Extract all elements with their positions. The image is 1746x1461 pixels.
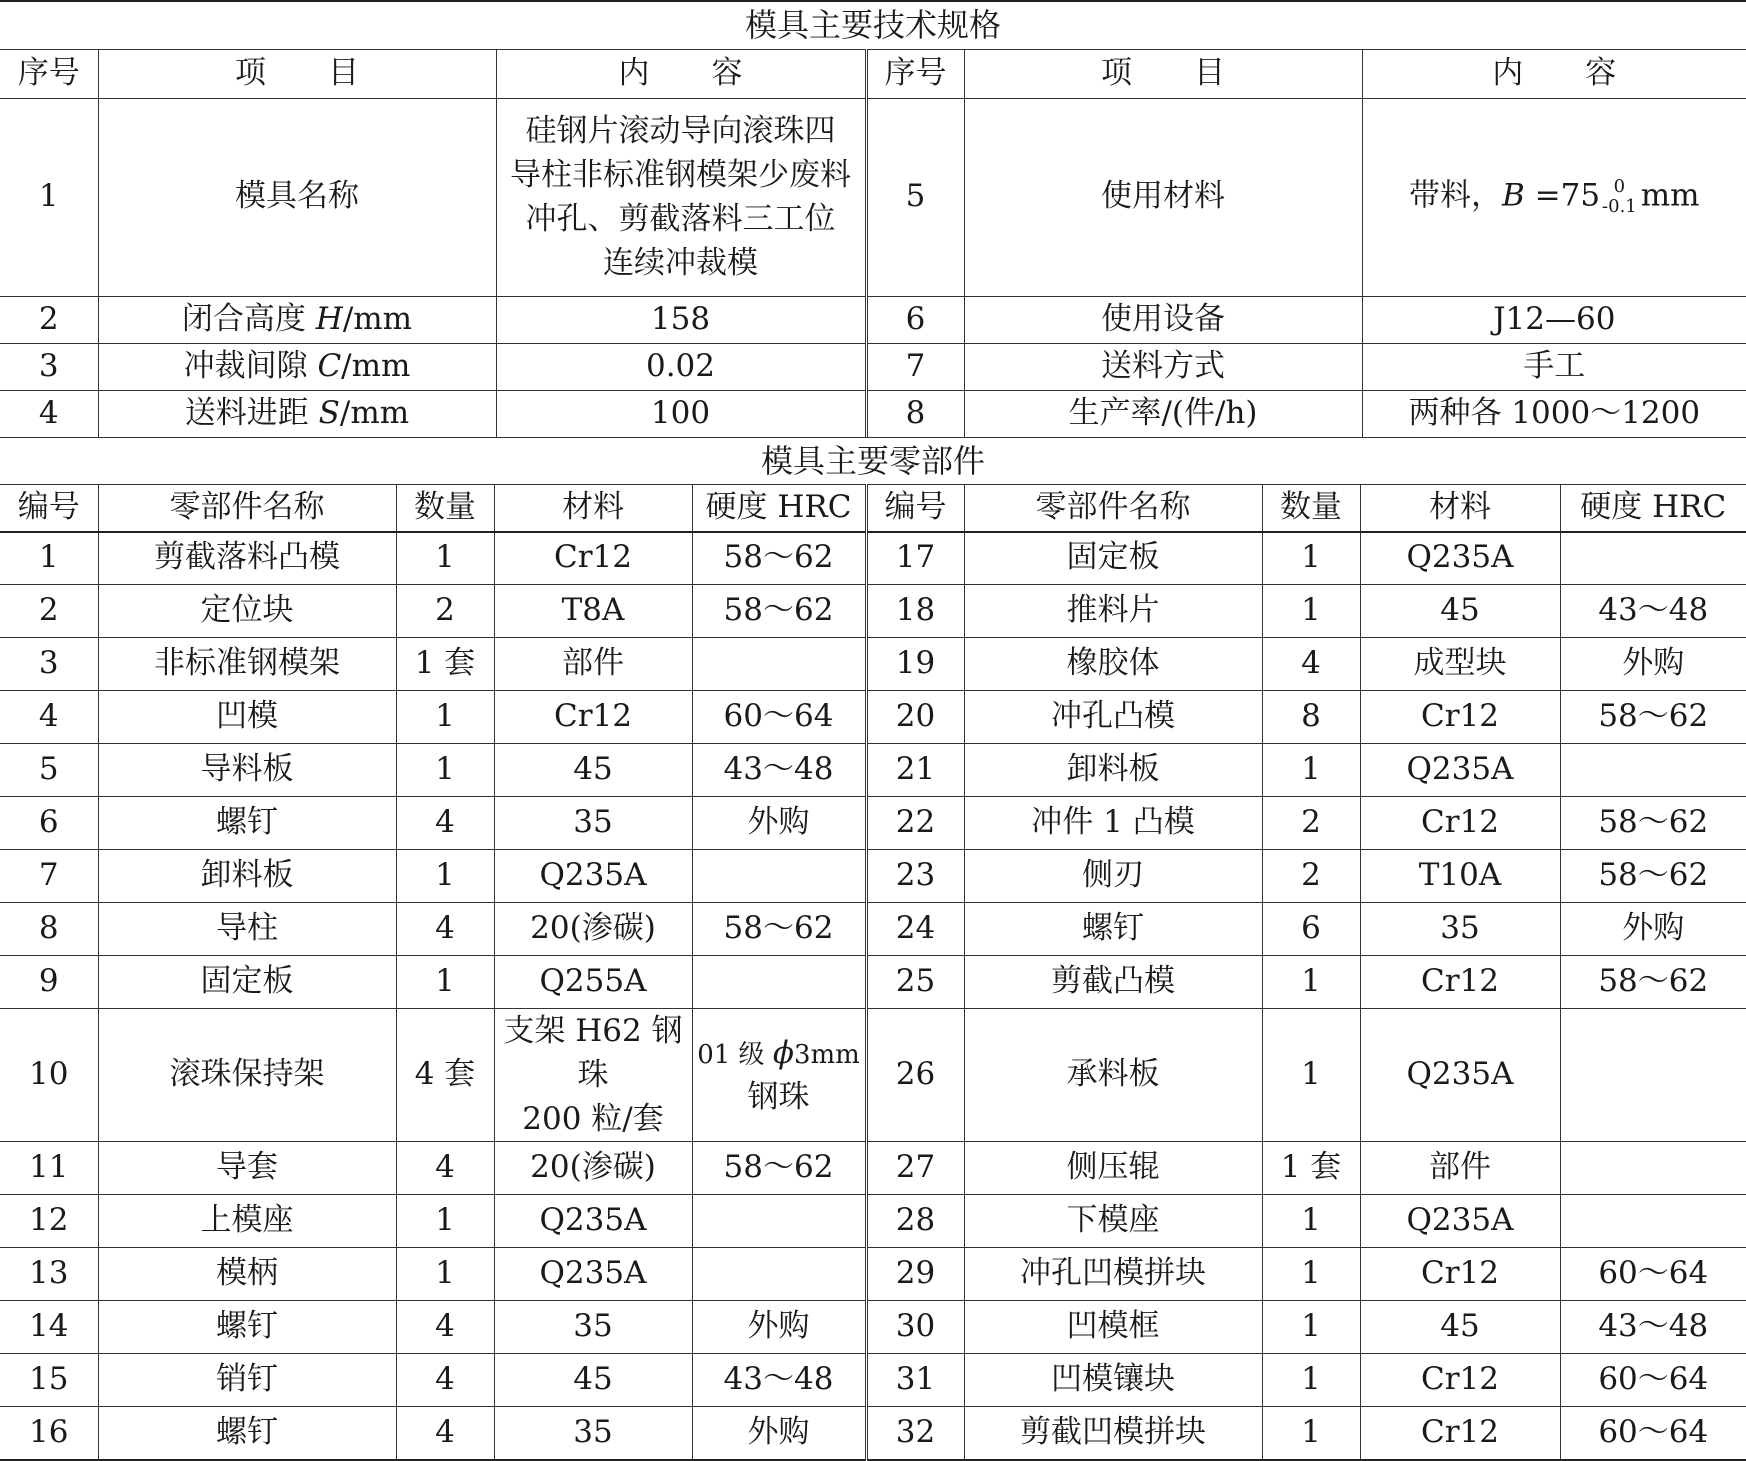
parts-hardness: 43～48 bbox=[1560, 585, 1746, 638]
spec-table bbox=[0, 0, 1746, 438]
parts-hardness: 43～48 bbox=[692, 1354, 866, 1407]
parts-qty: 2 bbox=[1262, 797, 1360, 850]
parts-name: 螺钉 bbox=[98, 1301, 396, 1354]
parts-qty: 4 bbox=[396, 1301, 494, 1354]
parts-no: 30 bbox=[866, 1301, 964, 1354]
spec-content: 0.02 bbox=[496, 343, 866, 390]
parts-no: 1 bbox=[0, 532, 98, 585]
parts-name: 上模座 bbox=[98, 1195, 396, 1248]
parts-no: 3 bbox=[0, 638, 98, 691]
material-line: 200 粒/套 bbox=[522, 1101, 664, 1138]
parts-name: 螺钉 bbox=[98, 797, 396, 850]
spec-content-line: 冲孔、剪截落料三工位 bbox=[525, 201, 836, 237]
spec-item: 使用材料 bbox=[964, 98, 1362, 296]
parts-hardness: 43～48 bbox=[1560, 1301, 1746, 1354]
parts-no: 22 bbox=[866, 797, 964, 850]
parts-name: 螺钉 bbox=[964, 903, 1262, 956]
parts-header-no-right: 编号 bbox=[866, 485, 964, 532]
item-var: S bbox=[318, 394, 340, 431]
parts-qty: 1 套 bbox=[396, 638, 494, 691]
hardness-var: ϕ bbox=[772, 1035, 794, 1071]
parts-name: 侧压辊 bbox=[964, 1142, 1262, 1195]
parts-row bbox=[0, 903, 1746, 956]
parts-name: 冲孔凹模拼块 bbox=[964, 1248, 1262, 1301]
parts-no: 24 bbox=[866, 903, 964, 956]
spec-content: J12—60 bbox=[1362, 296, 1746, 343]
parts-material: Q255A bbox=[494, 956, 692, 1009]
tolerance-lower: -0.1 bbox=[1602, 196, 1637, 217]
parts-name: 冲孔凸模 bbox=[964, 691, 1262, 744]
material-line: 支架 H62 钢珠 bbox=[503, 1013, 683, 1094]
parts-qty: 4 bbox=[396, 1142, 494, 1195]
spec-no: 6 bbox=[866, 296, 964, 343]
parts-material: Cr12 bbox=[494, 691, 692, 744]
parts-row bbox=[0, 585, 1746, 638]
item-unit: /mm bbox=[342, 300, 413, 337]
parts-no: 29 bbox=[866, 1248, 964, 1301]
parts-name: 模柄 bbox=[98, 1248, 396, 1301]
spec-content bbox=[496, 98, 866, 296]
parts-material: 35 bbox=[494, 1407, 692, 1460]
parts-qty: 1 bbox=[396, 691, 494, 744]
spec-no: 5 bbox=[866, 98, 964, 296]
parts-no: 16 bbox=[0, 1407, 98, 1460]
parts-qty: 1 bbox=[396, 532, 494, 585]
item-unit: /mm bbox=[341, 347, 411, 384]
parts-qty: 1 bbox=[1262, 1195, 1360, 1248]
spec-no: 2 bbox=[0, 296, 98, 343]
parts-no: 2 bbox=[0, 585, 98, 638]
parts-no: 23 bbox=[866, 850, 964, 903]
spec-row bbox=[0, 343, 1746, 390]
parts-name: 凹模 bbox=[98, 691, 396, 744]
parts-qty: 4 bbox=[1262, 638, 1360, 691]
parts-material: Q235A bbox=[494, 1195, 692, 1248]
parts-hardness: 58～62 bbox=[1560, 691, 1746, 744]
parts-row bbox=[0, 1195, 1746, 1248]
material-value: =75 bbox=[1524, 177, 1601, 214]
spec-no: 8 bbox=[866, 390, 964, 437]
parts-name: 凹模镶块 bbox=[964, 1354, 1262, 1407]
parts-material: Cr12 bbox=[1360, 1407, 1560, 1460]
parts-hardness: 外购 bbox=[692, 1407, 866, 1460]
parts-no: 14 bbox=[0, 1301, 98, 1354]
parts-hardness: 58～62 bbox=[1560, 797, 1746, 850]
parts-name: 固定板 bbox=[98, 956, 396, 1009]
parts-qty: 1 bbox=[396, 1195, 494, 1248]
parts-name: 橡胶体 bbox=[964, 638, 1262, 691]
parts-qty: 1 bbox=[1262, 1407, 1360, 1460]
parts-hardness: 58～62 bbox=[692, 532, 866, 585]
parts-material: 45 bbox=[494, 1354, 692, 1407]
spec-item: 送料方式 bbox=[964, 343, 1362, 390]
spec-row bbox=[0, 296, 1746, 343]
parts-material: Cr12 bbox=[1360, 691, 1560, 744]
parts-hardness: 外购 bbox=[1560, 903, 1746, 956]
parts-name: 卸料板 bbox=[98, 850, 396, 903]
parts-hardness bbox=[692, 638, 866, 691]
parts-qty: 4 bbox=[396, 1354, 494, 1407]
hardness-prefix: 01 级 bbox=[697, 1040, 773, 1070]
parts-name: 导套 bbox=[98, 1142, 396, 1195]
parts-qty: 2 bbox=[1262, 850, 1360, 903]
parts-header-name: 零部件名称 bbox=[98, 485, 396, 532]
parts-name: 剪截凹模拼块 bbox=[964, 1407, 1262, 1460]
parts-material: 部件 bbox=[1360, 1142, 1560, 1195]
parts-hardness: 43～48 bbox=[692, 744, 866, 797]
parts-name: 导柱 bbox=[98, 903, 396, 956]
spec-no: 1 bbox=[0, 98, 98, 296]
parts-row bbox=[0, 532, 1746, 585]
parts-qty: 1 bbox=[1262, 1354, 1360, 1407]
parts-material: 部件 bbox=[494, 638, 692, 691]
spec-header-no: 序号 bbox=[0, 49, 98, 98]
parts-no: 6 bbox=[0, 797, 98, 850]
parts-material: Q235A bbox=[1360, 532, 1560, 585]
parts-row bbox=[0, 1009, 1746, 1142]
parts-qty: 4 bbox=[396, 1407, 494, 1460]
parts-no: 9 bbox=[0, 956, 98, 1009]
parts-qty: 1 bbox=[1262, 956, 1360, 1009]
spec-header-item: 项 目 bbox=[98, 49, 496, 98]
parts-row bbox=[0, 744, 1746, 797]
item-unit: /mm bbox=[339, 394, 410, 431]
parts-hardness: 60～64 bbox=[1560, 1248, 1746, 1301]
parts-qty: 1 套 bbox=[1262, 1142, 1360, 1195]
spec-item bbox=[98, 296, 496, 343]
parts-material: Cr12 bbox=[494, 532, 692, 585]
parts-no: 7 bbox=[0, 850, 98, 903]
parts-name: 剪截凸模 bbox=[964, 956, 1262, 1009]
parts-no: 32 bbox=[866, 1407, 964, 1460]
parts-name: 销钉 bbox=[98, 1354, 396, 1407]
parts-name: 凹模框 bbox=[964, 1301, 1262, 1354]
material-prefix: 带料， bbox=[1408, 177, 1502, 214]
parts-hardness bbox=[1560, 744, 1746, 797]
parts-material: Q235A bbox=[494, 850, 692, 903]
parts-table bbox=[0, 437, 1746, 1461]
parts-hardness: 60～64 bbox=[692, 691, 866, 744]
parts-row bbox=[0, 1142, 1746, 1195]
spec-content: 158 bbox=[496, 296, 866, 343]
item-var: C bbox=[317, 347, 342, 384]
parts-no: 17 bbox=[866, 532, 964, 585]
parts-hardness bbox=[692, 1195, 866, 1248]
spec-title: 模具主要技术规格 bbox=[0, 1, 1746, 49]
parts-hardness: 58～62 bbox=[1560, 956, 1746, 1009]
parts-row bbox=[0, 1301, 1746, 1354]
parts-hardness: 外购 bbox=[1560, 638, 1746, 691]
spec-content-line: 硅钢片滚动导向滚珠四 bbox=[525, 112, 836, 149]
spec-content-line: 导柱非标准钢模架少废料 bbox=[510, 156, 851, 193]
parts-qty: 6 bbox=[1262, 903, 1360, 956]
spec-item: 生产率/(件/h) bbox=[964, 390, 1362, 437]
parts-hardness bbox=[692, 956, 866, 1009]
spec-header-content: 内 容 bbox=[496, 49, 866, 98]
parts-header-no: 编号 bbox=[0, 485, 98, 532]
parts-material: T10A bbox=[1360, 850, 1560, 903]
parts-qty: 1 bbox=[1262, 1301, 1360, 1354]
tolerance-upper: 0 bbox=[1613, 176, 1626, 198]
parts-material: 45 bbox=[494, 744, 692, 797]
parts-hardness: 58～62 bbox=[692, 903, 866, 956]
spec-item bbox=[98, 390, 496, 437]
parts-qty: 4 套 bbox=[396, 1009, 494, 1142]
parts-hardness: 60～64 bbox=[1560, 1354, 1746, 1407]
parts-name: 推料片 bbox=[964, 585, 1262, 638]
parts-material: Cr12 bbox=[1360, 1354, 1560, 1407]
parts-hardness: 60～64 bbox=[1560, 1407, 1746, 1460]
parts-header-hardness: 硬度 HRC bbox=[692, 485, 866, 532]
item-text: 冲裁间隙 bbox=[183, 347, 318, 384]
parts-hardness bbox=[1560, 1142, 1746, 1195]
spec-header-content-right: 内 容 bbox=[1362, 49, 1746, 98]
parts-qty: 1 bbox=[1262, 744, 1360, 797]
spec-content-material bbox=[1362, 98, 1746, 296]
parts-material: Q235A bbox=[1360, 1009, 1560, 1142]
parts-no: 8 bbox=[0, 903, 98, 956]
parts-row bbox=[0, 1248, 1746, 1301]
spec-item bbox=[98, 343, 496, 390]
parts-row bbox=[0, 956, 1746, 1009]
parts-no: 15 bbox=[0, 1354, 98, 1407]
parts-material: Q235A bbox=[494, 1248, 692, 1301]
parts-header-material: 材料 bbox=[494, 485, 692, 532]
parts-row bbox=[0, 691, 1746, 744]
spec-row bbox=[0, 390, 1746, 437]
parts-header-qty: 数量 bbox=[396, 485, 494, 532]
tolerance bbox=[1602, 177, 1637, 217]
parts-no: 11 bbox=[0, 1142, 98, 1195]
parts-name: 冲件 1 凸模 bbox=[964, 797, 1262, 850]
parts-row bbox=[0, 638, 1746, 691]
material-unit: mm bbox=[1640, 177, 1700, 214]
parts-qty: 1 bbox=[1262, 1248, 1360, 1301]
parts-row bbox=[0, 797, 1746, 850]
parts-qty: 4 bbox=[396, 903, 494, 956]
parts-material: Cr12 bbox=[1360, 956, 1560, 1009]
spec-no: 7 bbox=[866, 343, 964, 390]
parts-hardness: 58～62 bbox=[1560, 850, 1746, 903]
parts-qty: 1 bbox=[396, 744, 494, 797]
item-text: 闭合高度 bbox=[181, 300, 316, 337]
parts-hardness bbox=[692, 1009, 866, 1142]
item-text: 送料进距 bbox=[184, 394, 319, 431]
parts-material: 35 bbox=[1360, 903, 1560, 956]
parts-header-qty-right: 数量 bbox=[1262, 485, 1360, 532]
parts-hardness bbox=[1560, 1195, 1746, 1248]
hardness-line2: 钢珠 bbox=[747, 1079, 810, 1116]
parts-hardness bbox=[692, 1248, 866, 1301]
parts-material: 20(渗碳) bbox=[494, 1142, 692, 1195]
parts-qty: 4 bbox=[396, 797, 494, 850]
parts-hardness: 58～62 bbox=[692, 1142, 866, 1195]
parts-name: 螺钉 bbox=[98, 1407, 396, 1460]
parts-material: 成型块 bbox=[1360, 638, 1560, 691]
parts-row bbox=[0, 1354, 1746, 1407]
parts-no: 31 bbox=[866, 1354, 964, 1407]
spec-item: 使用设备 bbox=[964, 296, 1362, 343]
parts-hardness bbox=[1560, 532, 1746, 585]
parts-qty: 1 bbox=[1262, 532, 1360, 585]
parts-row bbox=[0, 850, 1746, 903]
parts-qty: 1 bbox=[396, 1248, 494, 1301]
parts-qty: 1 bbox=[396, 956, 494, 1009]
parts-no: 12 bbox=[0, 1195, 98, 1248]
parts-no: 5 bbox=[0, 744, 98, 797]
parts-header-hardness-right: 硬度 HRC bbox=[1560, 485, 1746, 532]
parts-header-name-right: 零部件名称 bbox=[964, 485, 1262, 532]
spec-content: 两种各 1000～1200 bbox=[1362, 390, 1746, 437]
parts-name: 下模座 bbox=[964, 1195, 1262, 1248]
parts-hardness bbox=[692, 850, 866, 903]
parts-name: 滚珠保持架 bbox=[98, 1009, 396, 1142]
spec-content: 100 bbox=[496, 390, 866, 437]
parts-no: 4 bbox=[0, 691, 98, 744]
spec-content: 手工 bbox=[1362, 343, 1746, 390]
spec-header-item-right: 项 目 bbox=[964, 49, 1362, 98]
parts-header-material-right: 材料 bbox=[1360, 485, 1560, 532]
parts-no: 19 bbox=[866, 638, 964, 691]
material-var: B bbox=[1501, 177, 1525, 214]
parts-name: 导料板 bbox=[98, 744, 396, 797]
parts-no: 20 bbox=[866, 691, 964, 744]
parts-hardness: 58～62 bbox=[692, 585, 866, 638]
hardness-suffix: 3mm bbox=[793, 1040, 860, 1070]
parts-material: 35 bbox=[494, 1301, 692, 1354]
parts-no: 18 bbox=[866, 585, 964, 638]
parts-material: Q235A bbox=[1360, 744, 1560, 797]
parts-name: 承料板 bbox=[964, 1009, 1262, 1142]
parts-no: 28 bbox=[866, 1195, 964, 1248]
spec-row bbox=[0, 98, 1746, 296]
spec-no: 3 bbox=[0, 343, 98, 390]
parts-hardness bbox=[1560, 1009, 1746, 1142]
parts-name: 剪截落料凸模 bbox=[98, 532, 396, 585]
parts-no: 26 bbox=[866, 1009, 964, 1142]
parts-material: 45 bbox=[1360, 585, 1560, 638]
spec-content-line: 连续冲裁模 bbox=[603, 245, 758, 282]
parts-material: Cr12 bbox=[1360, 1248, 1560, 1301]
parts-material: 35 bbox=[494, 797, 692, 850]
spec-no: 4 bbox=[0, 390, 98, 437]
parts-hardness: 外购 bbox=[692, 1301, 866, 1354]
parts-name: 侧刃 bbox=[964, 850, 1262, 903]
parts-name: 卸料板 bbox=[964, 744, 1262, 797]
parts-qty: 8 bbox=[1262, 691, 1360, 744]
parts-no: 21 bbox=[866, 744, 964, 797]
parts-material: T8A bbox=[494, 585, 692, 638]
parts-no: 10 bbox=[0, 1009, 98, 1142]
parts-no: 25 bbox=[866, 956, 964, 1009]
parts-name: 固定板 bbox=[964, 532, 1262, 585]
item-var: H bbox=[315, 300, 343, 337]
parts-material: Q235A bbox=[1360, 1195, 1560, 1248]
spec-header-no-right: 序号 bbox=[866, 49, 964, 98]
parts-no: 13 bbox=[0, 1248, 98, 1301]
parts-hardness: 外购 bbox=[692, 797, 866, 850]
parts-qty: 1 bbox=[1262, 585, 1360, 638]
parts-row bbox=[0, 1407, 1746, 1460]
parts-qty: 1 bbox=[396, 850, 494, 903]
parts-material: 20(渗碳) bbox=[494, 903, 692, 956]
parts-qty: 1 bbox=[1262, 1009, 1360, 1142]
parts-no: 27 bbox=[866, 1142, 964, 1195]
spec-item: 模具名称 bbox=[98, 98, 496, 296]
parts-material: 45 bbox=[1360, 1301, 1560, 1354]
parts-name: 非标准钢模架 bbox=[98, 638, 396, 691]
parts-qty: 2 bbox=[396, 585, 494, 638]
parts-name: 定位块 bbox=[98, 585, 396, 638]
parts-material: Cr12 bbox=[1360, 797, 1560, 850]
parts-title: 模具主要零部件 bbox=[0, 438, 1746, 485]
parts-material bbox=[494, 1009, 692, 1142]
